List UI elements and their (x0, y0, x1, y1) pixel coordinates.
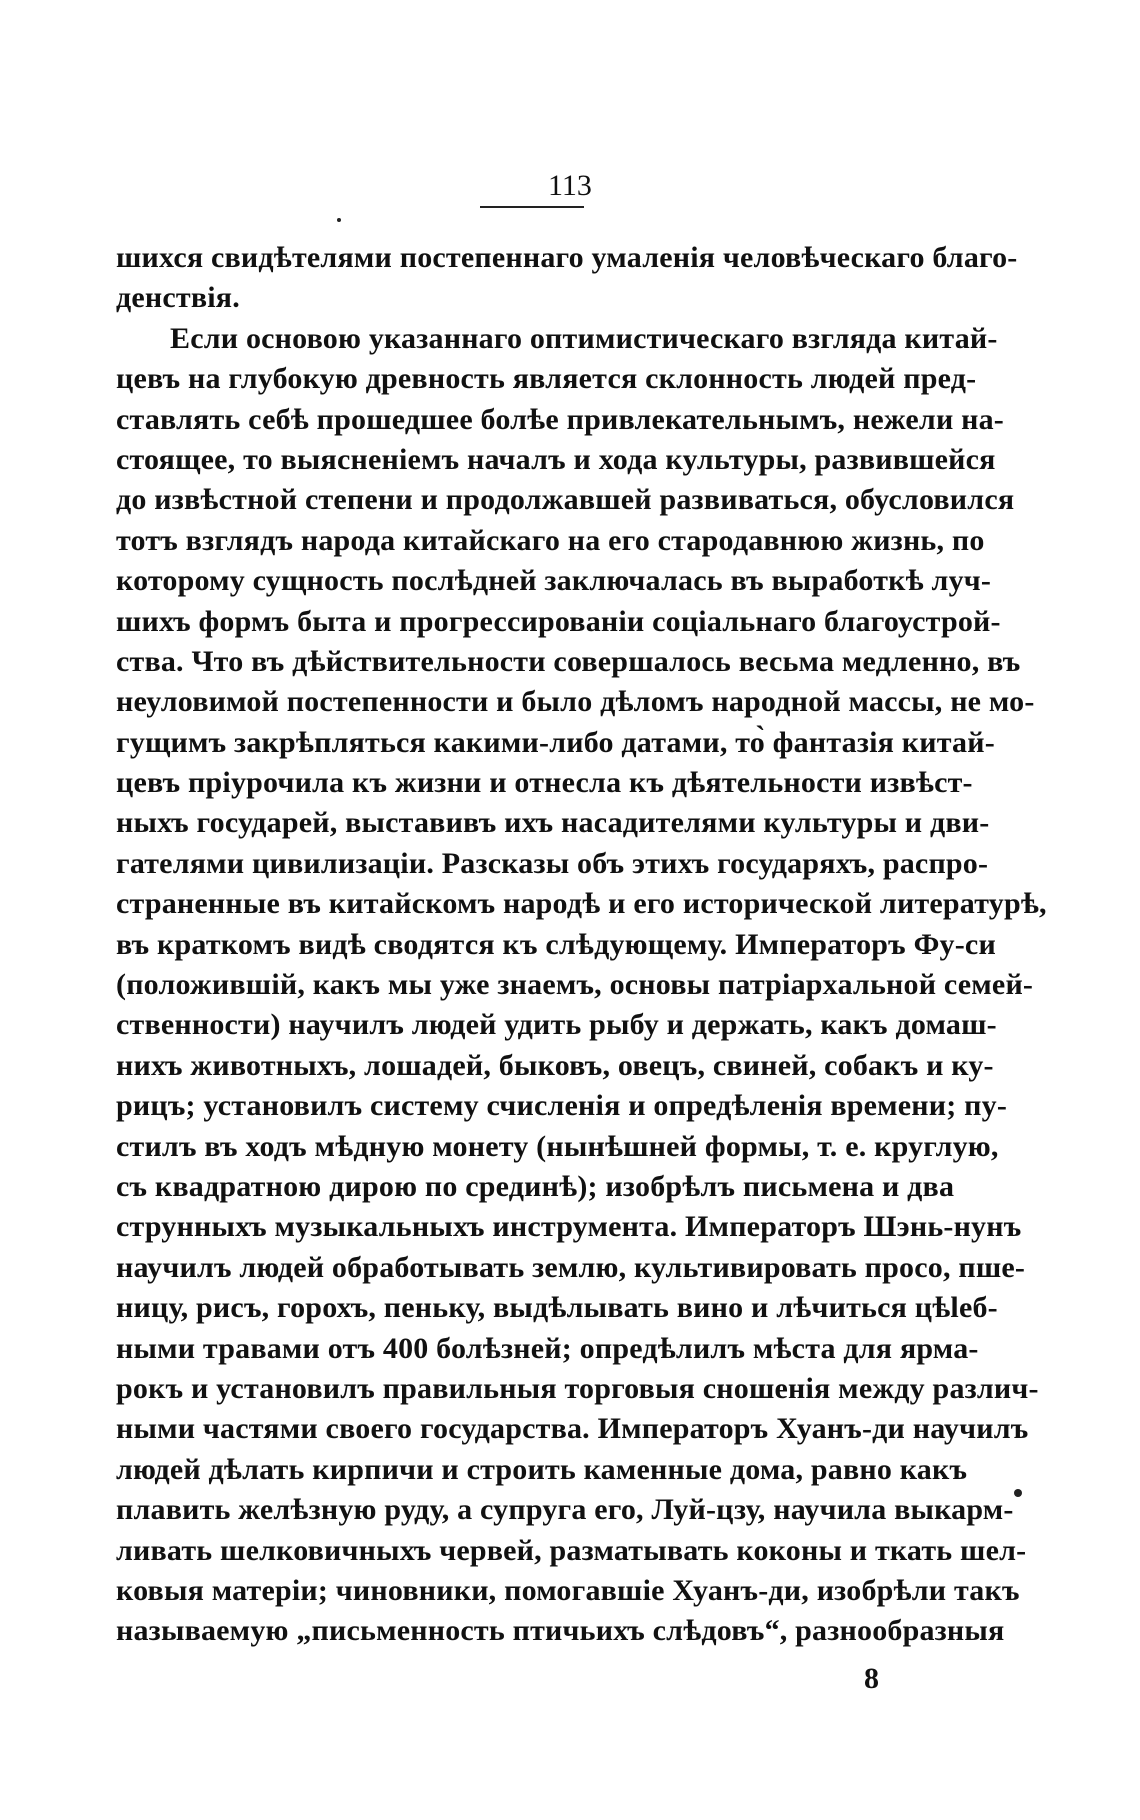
text-line: ковыя матеріи; чиновники, помогавшіе Хуанъ-ди, изобрѣли такъ (116, 1573, 1020, 1607)
text-line: рокъ и установилъ правильныя торговыя сношенія между различ- (116, 1371, 1039, 1405)
text-line: людей дѣлать кирпичи и строить каменные дома, равно какъ (116, 1452, 968, 1486)
stray-mark (337, 218, 341, 222)
signature-mark: 8 (864, 1662, 879, 1695)
text-line: тотъ взглядъ народа китайскаго на его стародавнюю жизнь, по (116, 523, 985, 557)
text-line: ными частями своего государства. Императоръ Хуанъ-ди научилъ (116, 1412, 1029, 1446)
text-line: шихся свидѣтелями постепеннаго умаленія человѣческаго благо- (116, 241, 1018, 274)
text-line: страненные въ китайскомъ народѣ и его исторической литературѣ, (116, 887, 1047, 921)
body-text (116, 238, 1047, 1652)
text-line: ныхъ государей, выставивъ ихъ насадителями культуры и дви- (116, 806, 990, 840)
text-line: струнныхъ музыкальныхъ инструмента. Императоръ Шэнь-нунъ (116, 1210, 1022, 1244)
stray-mark (1014, 1489, 1022, 1497)
text-line: съ квадратною дирою по срединѣ); изобрѣлъ письмена и два (116, 1169, 955, 1203)
text-line: ливать шелковичныхъ червей, разматывать коконы и ткать шел- (116, 1533, 1027, 1567)
text-line: стилъ въ ходъ мѣдную монету (нынѣшней формы, т. е. круглую, (116, 1129, 999, 1163)
text-line: до извѣстной степени и продолжавшей развиваться, обусловился (116, 483, 1015, 517)
text-line: ставлять себѣ прошедшее болѣе привлекательнымъ, нежели на- (116, 402, 1005, 436)
text-line: ницу, рисъ, горохъ, пеньку, выдѣлывать вино и лѣчиться цѣleб- (116, 1291, 998, 1325)
text-line: которому сущность послѣдней заключалась въ выработкѣ луч- (116, 564, 992, 598)
text-line: неуловимой постепенности и было дѣломъ народной массы, не мо- (116, 685, 1035, 719)
text-line: ства. Что въ дѣйствительности совершалось весьма медленно, въ (116, 644, 1021, 678)
text-line: стоящее, то выясненіемъ началъ и хода культуры, развившейся (116, 442, 996, 476)
text-line: цевъ на глубокую древность является склонность людей пред- (116, 362, 977, 396)
text-line: шихъ формъ быта и прогрессированіи соціальнаго благоустрой- (116, 604, 1001, 638)
text-line: научилъ людей обработывать землю, культивировать просо, пше- (116, 1250, 1026, 1284)
text-line: (положившій, какъ мы уже знаемъ, основы патріархальной семей- (116, 968, 1034, 1002)
text-line: рицъ; установилъ систему счисленія и опредѣленія времени; пу- (116, 1089, 1008, 1123)
page-number-rule (480, 206, 584, 208)
text-line: ственности) научилъ людей удить рыбу и держать, какъ домаш- (116, 1008, 997, 1042)
text-line: гущимъ закрѣпляться какими-либо датами, то̀ фантазія китай- (116, 725, 995, 759)
text-line: нихъ животныхъ, лошадей, быковъ, овецъ, свиней, собакъ и ку- (116, 1048, 994, 1082)
text-line: называемую „письменность птичьихъ слѣдовъ“, разнообразныя (116, 1614, 1005, 1648)
text-line: ными травами отъ 400 болѣзней; опредѣлилъ мѣста для ярма- (116, 1331, 979, 1365)
text-line: въ краткомъ видѣ сводятся къ слѣдующему. Императоръ Фу-си (116, 927, 996, 961)
page-number: 113 (548, 169, 592, 202)
text-line: гателями цивилизаціи. Разсказы объ этихъ государяхъ, распро- (116, 846, 989, 880)
text-line: цевъ пріурочила къ жизни и отнесла къ дѣятельности извѣст- (116, 766, 973, 800)
text-line: денствія. (116, 281, 240, 315)
text-line: Если основою указаннаго оптимистическаго взгляда китай- (170, 321, 998, 355)
text-line: плавить желѣзную руду, а супруга его, Луй-цзу, научила выкарм- (116, 1493, 1014, 1527)
